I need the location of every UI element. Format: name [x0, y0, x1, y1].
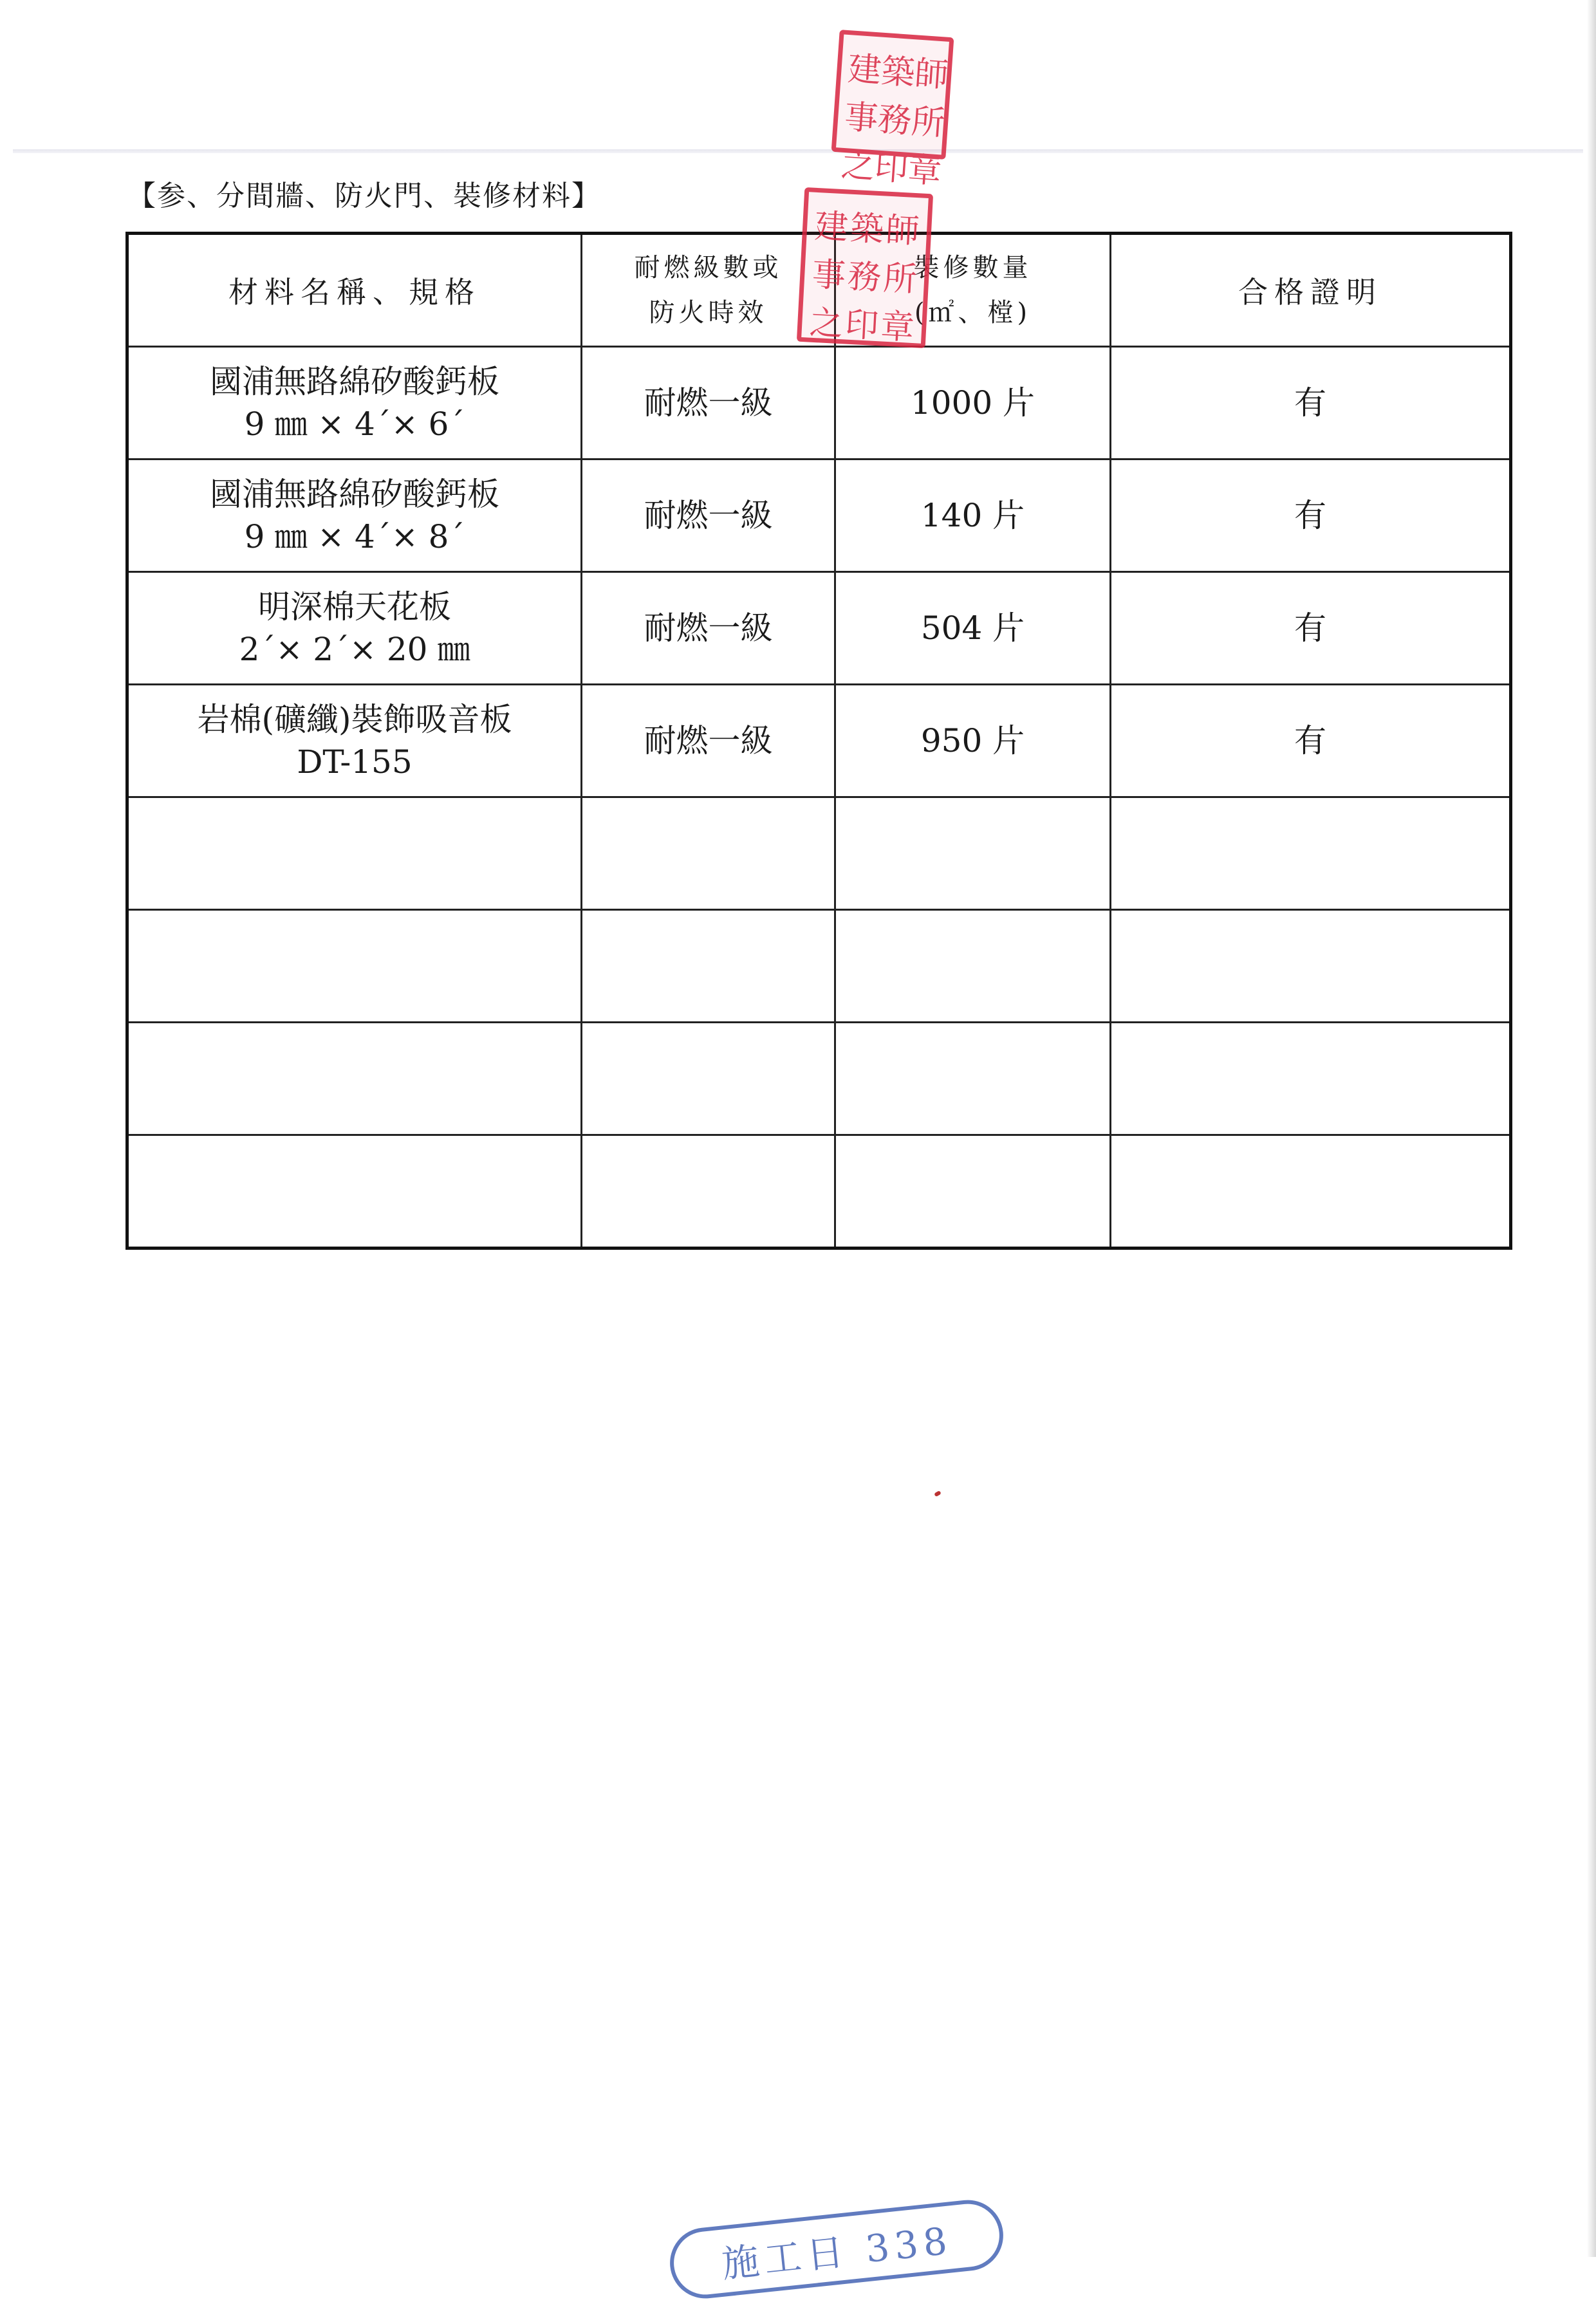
seal-char: 事 — [843, 97, 880, 139]
seal-char: 務 — [877, 100, 913, 142]
seal-char: 所 — [882, 259, 918, 300]
cell-empty — [835, 910, 1111, 1023]
material-name-line2: 9 ㎜ × 4´× 6´ — [244, 405, 465, 443]
seal-char: 事 — [811, 255, 847, 296]
material-name-line1: 明深棉天花板 — [258, 588, 451, 626]
cell-empty — [1111, 797, 1511, 910]
seal-char: 章 — [906, 151, 943, 192]
cell-empty — [1111, 1023, 1511, 1135]
table-row — [127, 347, 1511, 459]
cell-material-name — [127, 347, 582, 459]
cell-empty — [582, 797, 835, 910]
seal-char: 築 — [880, 51, 916, 93]
cell-certificate: 有 — [1111, 572, 1511, 685]
table-row-empty — [127, 1023, 1511, 1135]
header-fire-grade-line2: 防火時效 — [649, 298, 768, 328]
cell-certificate: 有 — [1111, 347, 1511, 459]
material-name-line1: 國浦無路綿矽酸鈣板 — [210, 476, 499, 513]
table-row — [127, 572, 1511, 685]
cell-quantity: 950 片 — [835, 685, 1111, 797]
cell-empty — [1111, 1135, 1511, 1248]
table-row-empty — [127, 797, 1511, 910]
cell-empty — [835, 797, 1111, 910]
table-row-empty — [127, 910, 1511, 1023]
cell-material-name — [127, 572, 582, 685]
cell-empty — [582, 910, 835, 1023]
header-quantity-line2: (㎡、樘) — [914, 298, 1032, 328]
material-name-line1: 岩棉(礦纖)裝飾吸音板 — [197, 701, 512, 738]
cell-empty — [127, 1135, 582, 1248]
seal-char: 務 — [846, 257, 882, 298]
cell-fire-grade: 耐燃一級 — [582, 572, 835, 685]
cell-certificate: 有 — [1111, 685, 1511, 797]
cell-empty — [127, 797, 582, 910]
material-name-line2: 9 ㎜ × 4´× 8´ — [244, 518, 465, 555]
header-certificate: 合格證明 — [1111, 234, 1511, 347]
cell-fire-grade: 耐燃一級 — [582, 685, 835, 797]
cell-material-name — [127, 685, 582, 797]
seal-char: 之 — [808, 303, 844, 344]
cell-fire-grade: 耐燃一級 — [582, 347, 835, 459]
cell-quantity: 1000 片 — [835, 347, 1111, 459]
cell-material-name — [127, 459, 582, 572]
seal-char: 印 — [873, 148, 910, 189]
header-material-name: 材料名稱、規格 — [127, 234, 582, 347]
scan-edge-shadow — [1587, 0, 1596, 2257]
section-title: 【参、分間牆、防火門、裝修材料】 — [127, 180, 601, 212]
cell-empty — [582, 1135, 835, 1248]
cell-fire-grade: 耐燃一級 — [582, 459, 835, 572]
seal-char: 所 — [910, 102, 947, 144]
header-quantity-line1: 裝修數量 — [913, 253, 1032, 283]
table-row-empty — [127, 1135, 1511, 1248]
seal-char: 章 — [879, 307, 916, 348]
cell-quantity: 140 片 — [835, 459, 1111, 572]
seal-char: 建 — [846, 50, 883, 91]
cell-certificate: 有 — [1111, 459, 1511, 572]
seal-char: 印 — [844, 305, 880, 346]
blue-construction-stamp: 施工日 338 — [667, 2196, 1007, 2302]
table-row — [127, 685, 1511, 797]
material-name-line2: DT-155 — [297, 743, 413, 781]
scan-fold-line — [13, 149, 1583, 153]
material-name-line2: 2´× 2´× 20 ㎜ — [239, 631, 470, 668]
cell-quantity: 504 片 — [835, 572, 1111, 685]
cell-empty — [835, 1023, 1111, 1135]
cell-empty — [835, 1135, 1111, 1248]
seal-char: 築 — [849, 209, 885, 250]
cell-empty — [127, 1023, 582, 1135]
materials-table — [125, 232, 1512, 1250]
material-name-line1: 國浦無路綿矽酸鈣板 — [210, 363, 499, 400]
seal-char: 師 — [884, 210, 920, 252]
cell-empty — [127, 910, 582, 1023]
cell-empty — [1111, 910, 1511, 1023]
red-seal-stamp-top — [831, 30, 954, 192]
cell-empty — [582, 1023, 835, 1135]
table-row — [127, 459, 1511, 572]
red-seal-stamp-header — [797, 187, 933, 348]
seal-char: 之 — [840, 145, 877, 187]
header-fire-grade-line1: 耐燃級數或 — [634, 253, 783, 283]
seal-char: 師 — [913, 54, 950, 95]
seal-char: 建 — [813, 207, 849, 248]
scan-speck — [934, 1490, 942, 1497]
